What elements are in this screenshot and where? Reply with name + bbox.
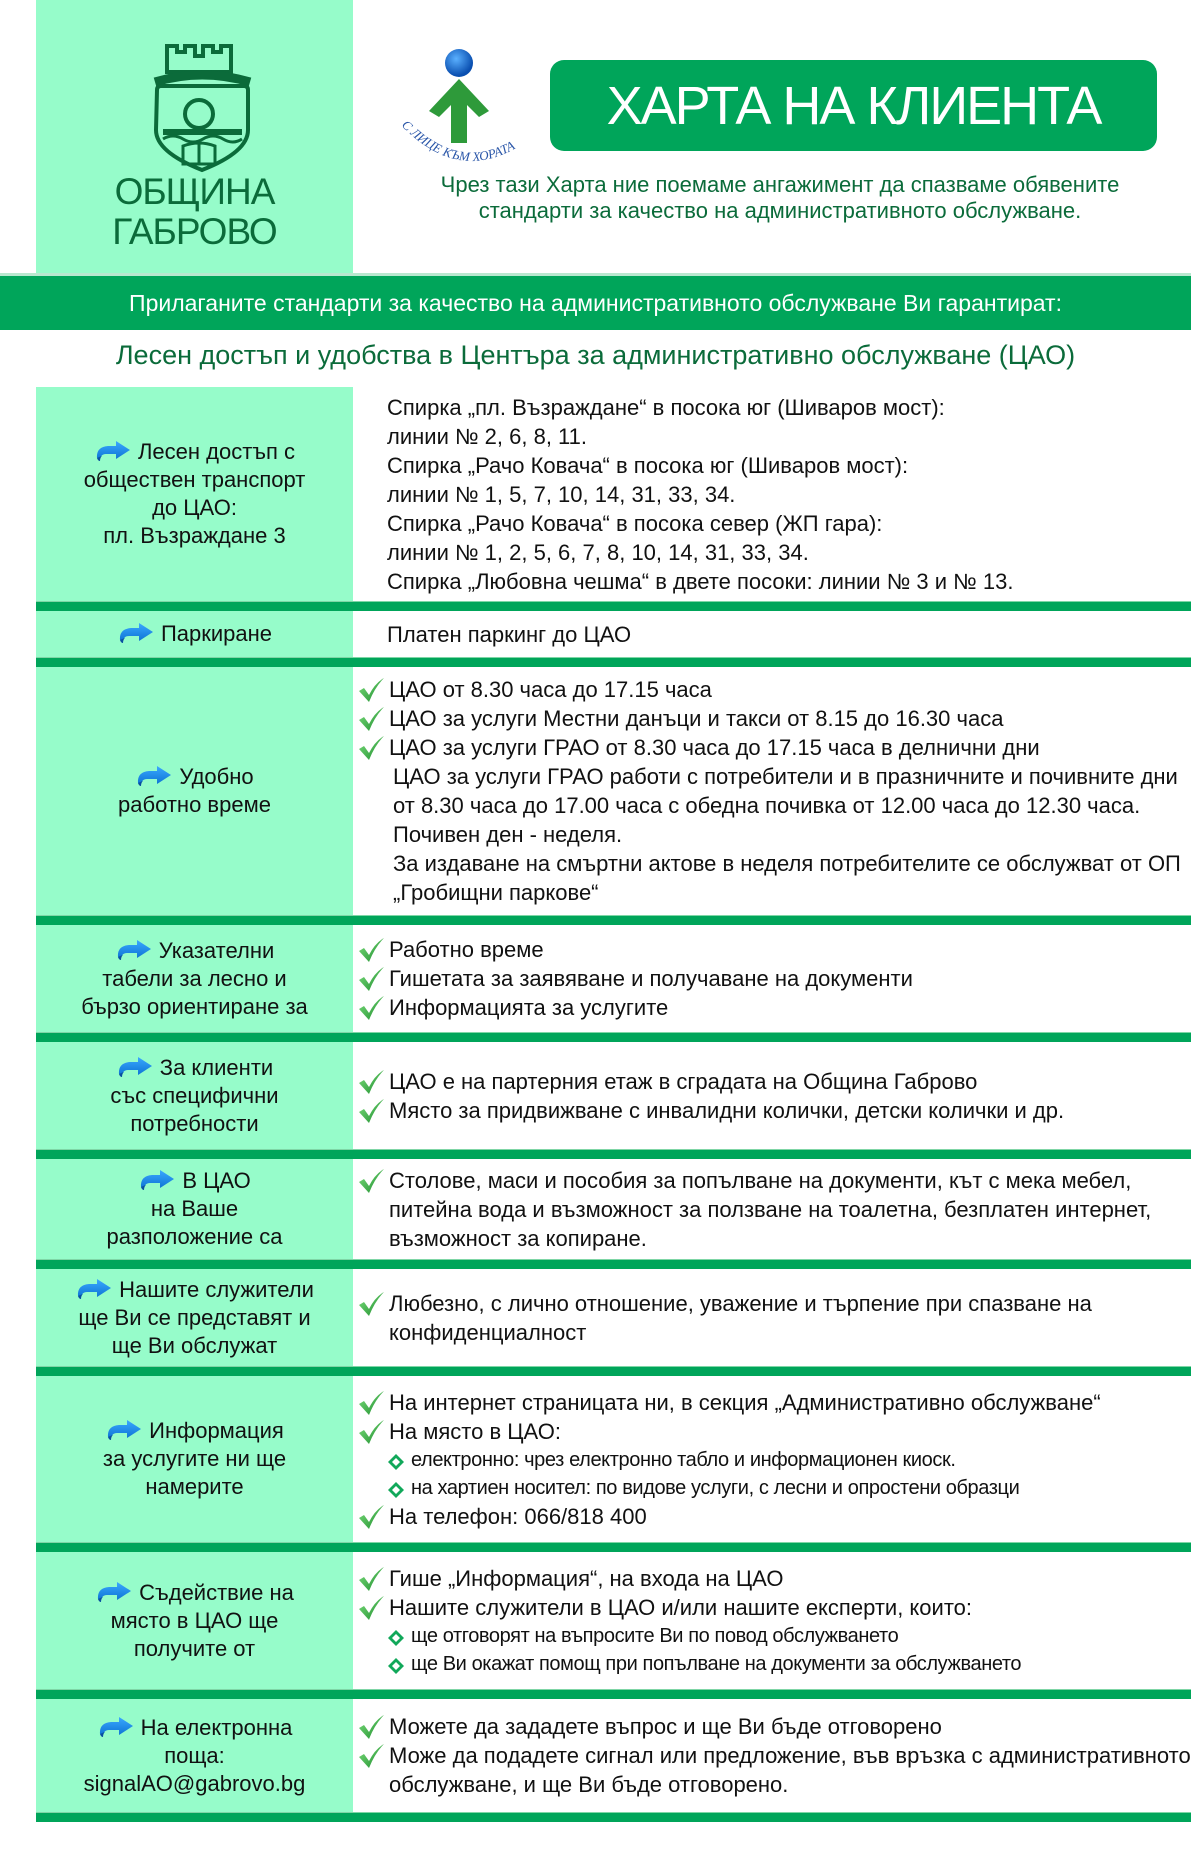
green-check-icon [357,1595,385,1621]
green-check-icon [357,1743,385,1769]
standard-label-text: поща: [164,1742,225,1768]
standard-detail-cell [353,1552,1191,1689]
standard-label-line [103,1473,286,1501]
blue-arrow-icon [116,1056,154,1078]
checklist-item [357,1417,1191,1446]
detail-line [357,567,1191,596]
standard-label-text: Съдействие на [139,1579,294,1605]
standard-label-text: На електронна [140,1714,293,1740]
charter-title: ХАРТА НА КЛИЕНТА [550,60,1157,151]
standard-label-line [81,965,308,993]
checklist-item-text: На телефон: 066/818 400 [389,1503,647,1529]
checklist-item-text: Може да подадете сигнал или предложение, във връзка с административното обслужване, и ще Ви бъде отговорено. [389,1743,1191,1797]
standard-row [36,1376,1191,1542]
row-separator [36,657,1191,667]
detail-line-text: Спирка „Рачо Ковача“ в посока юг (Шиваров мост): [387,452,909,478]
standard-label-line [106,1167,282,1195]
standards-table [36,387,1191,1822]
standard-label-text: пл. Възраждане 3 [103,523,286,548]
checklist-item-text: Място за придвижване с инвалидни колички, детски колички и др. [389,1097,1065,1123]
diamond-bullet-icon [387,1479,405,1497]
standard-label-cell [36,1376,353,1542]
checklist-item-text: Информацията за услугите [389,995,669,1020]
row-separator [36,1366,1191,1376]
standard-label-line [110,1082,278,1110]
checklist-item-text: Можете да зададете въпрос и ще Ви бъде отговорено [389,1714,942,1739]
green-check-icon [357,1168,385,1194]
standard-label-cell [36,925,353,1032]
checklist-item [357,1741,1191,1799]
standard-label-line [117,620,272,648]
green-check-icon [357,735,385,761]
standard-label-line [84,522,306,550]
checklist-item [357,1166,1191,1253]
standard-detail-cell [353,667,1191,915]
green-check-icon [357,1504,385,1530]
standard-label-text: В ЦАО [182,1168,251,1193]
checklist-item [357,1712,1191,1741]
blue-arrow-icon [115,939,153,961]
standard-row [36,1159,1191,1259]
detail-line [357,762,1191,849]
standard-label-text: потребности [130,1110,259,1136]
detail-line [357,451,1191,480]
checklist-item [357,993,1191,1022]
detail-line [357,849,1191,907]
municipality-name-line2: ГАБРОВО [112,211,277,252]
standard-label-text: ще Ви обслужат [111,1332,278,1358]
standard-detail-cell [353,1269,1191,1366]
detail-line-text: линии № 1, 2, 5, 6, 7, 8, 10, 14, 31, 33, 34. [387,539,809,565]
green-check-icon [357,706,385,732]
detail-line [357,422,1191,451]
sub-item-text: на хартиен носител: по видове услуги, с лесни и опростени образци [411,1476,1020,1499]
people-logo-icon [385,33,560,168]
standard-label-line [81,993,308,1021]
standard-row [36,1269,1191,1366]
standard-label-line [84,494,306,522]
row-separator [36,1689,1191,1699]
checklist-item-text: Гишетата за заявяване и получаване на документи [389,966,913,991]
standard-label-line [75,1276,314,1304]
standard-row [36,1552,1191,1689]
standard-label-line [75,1332,314,1360]
green-check-icon [357,1390,385,1416]
municipality-name [36,172,353,252]
standard-label-cell [36,1269,353,1366]
checklist-item-text: ЦАО за услуги Местни данъци и такси от 8.15 до 16.30 часа [389,706,1004,731]
standard-label-line [84,438,306,466]
checklist-item-text: Столове, маси и пособия за попълване на документи, кът с мека мебел, питейна вода и възможност за ползване на тоалетна, безплатен интернет, възможност за копиране. [389,1167,1152,1251]
standard-label-line [84,1742,306,1770]
standard-label-text: табели за лесно и [102,965,287,991]
standard-label-text: до ЦАО: [152,495,237,520]
green-check-icon [357,677,385,703]
checklist-item [357,935,1191,964]
checklist-item-text: Нашите служители в ЦАО и/или нашите експерти, които: [389,1594,972,1620]
detail-line [357,538,1191,567]
green-check-icon [357,995,385,1021]
sub-item-text: ще отговорят на въпросите Ви по повод обслужването [411,1624,899,1647]
checklist-item [357,704,1191,733]
sub-item [357,1474,1191,1502]
green-check-icon [357,1566,385,1592]
detail-line-text: линии № 1, 5, 7, 10, 14, 31, 33, 34. [387,481,736,507]
checklist-item [357,1096,1191,1125]
sub-item [357,1446,1191,1474]
checklist-item-text: Гише „Информация“, на входа на ЦАО [389,1565,784,1591]
checklist-item [357,1593,1191,1622]
green-check-icon [357,1069,385,1095]
green-check-icon [357,1419,385,1445]
standard-label-cell [36,667,353,915]
sub-item-text: електронно: чрез електронно табло и информационен киоск. [411,1448,956,1471]
coat-of-arms-icon [145,38,260,173]
checklist-item-text: ЦАО от 8.30 часа до 17.15 часа [389,677,712,702]
standard-detail-cell [353,925,1191,1032]
people-logo-text: С ЛИЦЕ КЪМ ХОРАТА [399,116,518,165]
sub-item [357,1622,1191,1650]
sub-item-text: ще Ви окажат помощ при попълване на документи за обслужването [411,1652,1022,1675]
standards-band: Прилаганите стандарти за качество на административното обслужване Ви гарантират: [0,276,1191,330]
detail-line-text: линии № 2, 6, 8, 11. [387,423,588,449]
standard-label-line [84,1770,306,1798]
diamond-bullet-icon [387,1655,405,1673]
detail-line [357,620,1191,649]
standard-label-text: Паркиране [160,621,273,646]
standard-label-cell [36,387,353,601]
standard-detail-cell [353,1159,1191,1259]
standard-label-text: Указателни [158,937,275,963]
standard-label-line [84,1714,306,1742]
blue-arrow-icon [117,622,155,644]
standard-label-text: signalAO@gabrovo.bg [83,1770,306,1796]
detail-line-text: Спирка „Рачо Ковача“ в посока север (ЖП гара): [387,510,883,536]
standard-row [36,611,1191,657]
standard-label-line [118,791,271,819]
row-separator [36,1149,1191,1159]
sub-item [357,1650,1191,1678]
standard-label-text: Нашите служители [119,1276,314,1302]
standard-label-line [118,763,271,791]
standard-label-line [95,1579,294,1607]
standard-detail-cell [353,387,1191,601]
checklist-item [357,675,1191,704]
diamond-bullet-icon [387,1451,405,1469]
standard-label-line [110,1110,278,1138]
standard-label-line [110,1054,278,1082]
row-separator [36,1259,1191,1269]
green-check-icon [357,937,385,963]
standard-detail-cell [353,1376,1191,1542]
standard-label-text: ще Ви се представят и [78,1304,311,1330]
diamond-bullet-icon [387,1627,405,1645]
detail-line [357,393,1191,422]
checklist-item-text: ЦАО за услуги ГРАО от 8.30 часа до 17.15 часа в делнични дни [389,735,1040,760]
green-check-icon [357,1714,385,1740]
standard-label-line [103,1417,286,1445]
checklist-item [357,964,1191,993]
standard-row [36,925,1191,1032]
standard-label-line [106,1223,282,1251]
standard-label-text: получите от [133,1635,256,1661]
blue-arrow-icon [75,1278,113,1300]
checklist-item-text: На място в ЦАО: [389,1418,561,1444]
standard-label-text: Удобно [179,764,254,789]
standard-label-text: на Ваше [150,1196,239,1221]
checklist-item [357,1388,1191,1417]
standard-row [36,1042,1191,1149]
row-separator [36,1812,1191,1822]
standard-label-line [106,1195,282,1223]
standard-row [36,1699,1191,1812]
detail-line-text: Платен паркинг до ЦАО [387,621,632,647]
green-check-icon [357,1291,385,1317]
standard-label-line [75,1304,314,1332]
standard-detail-cell [353,1042,1191,1149]
standard-detail-cell [353,611,1191,657]
standard-label-text: бързо ориентиране за [81,993,308,1019]
standard-label-line [95,1635,294,1663]
standard-label-cell [36,1699,353,1812]
standard-label-text: Информация [149,1418,284,1443]
intro-text: Чрез тази Харта ние поемаме ангажимент да спазваме обявените стандарти за качество на административното обслужване. [440,172,1120,223]
standard-label-text: работно време [118,792,271,817]
standard-row [36,667,1191,915]
standard-label-text: за услугите ни ще [102,1446,287,1471]
standard-label-cell [36,1159,353,1259]
standard-label-cell [36,611,353,657]
standard-label-text: място в ЦАО ще [110,1607,279,1633]
blue-arrow-icon [94,440,132,462]
green-check-icon [357,966,385,992]
checklist-item [357,1067,1191,1096]
detail-line-text: ЦАО за услуги ГРАО работи с потребители и в празничните и почивните дни от 8.30 часа до 17.00 часа с обедна почивка от 12.00 часа до 12.30 часа. Почивен ден - неделя. [393,764,1178,847]
green-check-icon [357,1098,385,1124]
standard-label-text: Лесен достъп с [137,439,296,464]
municipality-name-line1: ОБЩИНА [114,171,275,212]
row-separator [36,1542,1191,1552]
standard-label-text: За клиенти [159,1054,274,1080]
detail-line-text: Спирка „пл. Възраждане“ в посока юг (Шиваров мост): [387,394,945,420]
checklist-item-text: Работно време [389,937,544,962]
detail-line [357,480,1191,509]
standard-label-line [84,466,306,494]
detail-line-text: За издаване на смъртни актове в неделя потребителите се обслужват от ОП „Гробищни паркове“ [393,851,1181,905]
checklist-item-text: ЦАО е на партерния етаж в сградата на Община Габрово [389,1068,978,1094]
checklist-item [357,733,1191,762]
blue-arrow-icon [95,1581,133,1603]
blue-arrow-icon [138,1169,176,1191]
checklist-item-text: Любезно, с лично отношение, уважение и търпение при спазване на конфиденциалност [389,1290,1092,1345]
standard-label-text: разположение са [106,1224,283,1249]
standard-label-line [95,1607,294,1635]
section-subtitle: Лесен достъп и удобства в Центъра за административно обслужване (ЦАО) [115,340,1076,370]
standard-label-line [81,937,308,965]
standard-label-text: намерите [145,1474,244,1499]
standard-label-line [103,1445,286,1473]
row-separator [36,601,1191,611]
standard-label-cell [36,1552,353,1689]
standard-label-text: обществен транспорт [83,467,306,492]
standard-row [36,387,1191,601]
blue-arrow-icon [105,1419,143,1441]
detail-line-text: Спирка „Любовна чешма“ в двете посоки: линии № 3 и № 13. [387,568,1014,594]
blue-arrow-icon [135,765,173,787]
checklist-item [357,1289,1191,1347]
detail-line [357,509,1191,538]
standard-detail-cell [353,1699,1191,1812]
standard-label-cell [36,1042,353,1149]
checklist-item [357,1502,1191,1531]
checklist-item [357,1564,1191,1593]
standard-label-text: със специфични [110,1082,279,1108]
blue-arrow-icon [97,1716,135,1738]
row-separator [36,915,1191,925]
checklist-item-text: На интернет страницата ни, в секция „Административно обслужване“ [389,1389,1101,1415]
row-separator [36,1032,1191,1042]
